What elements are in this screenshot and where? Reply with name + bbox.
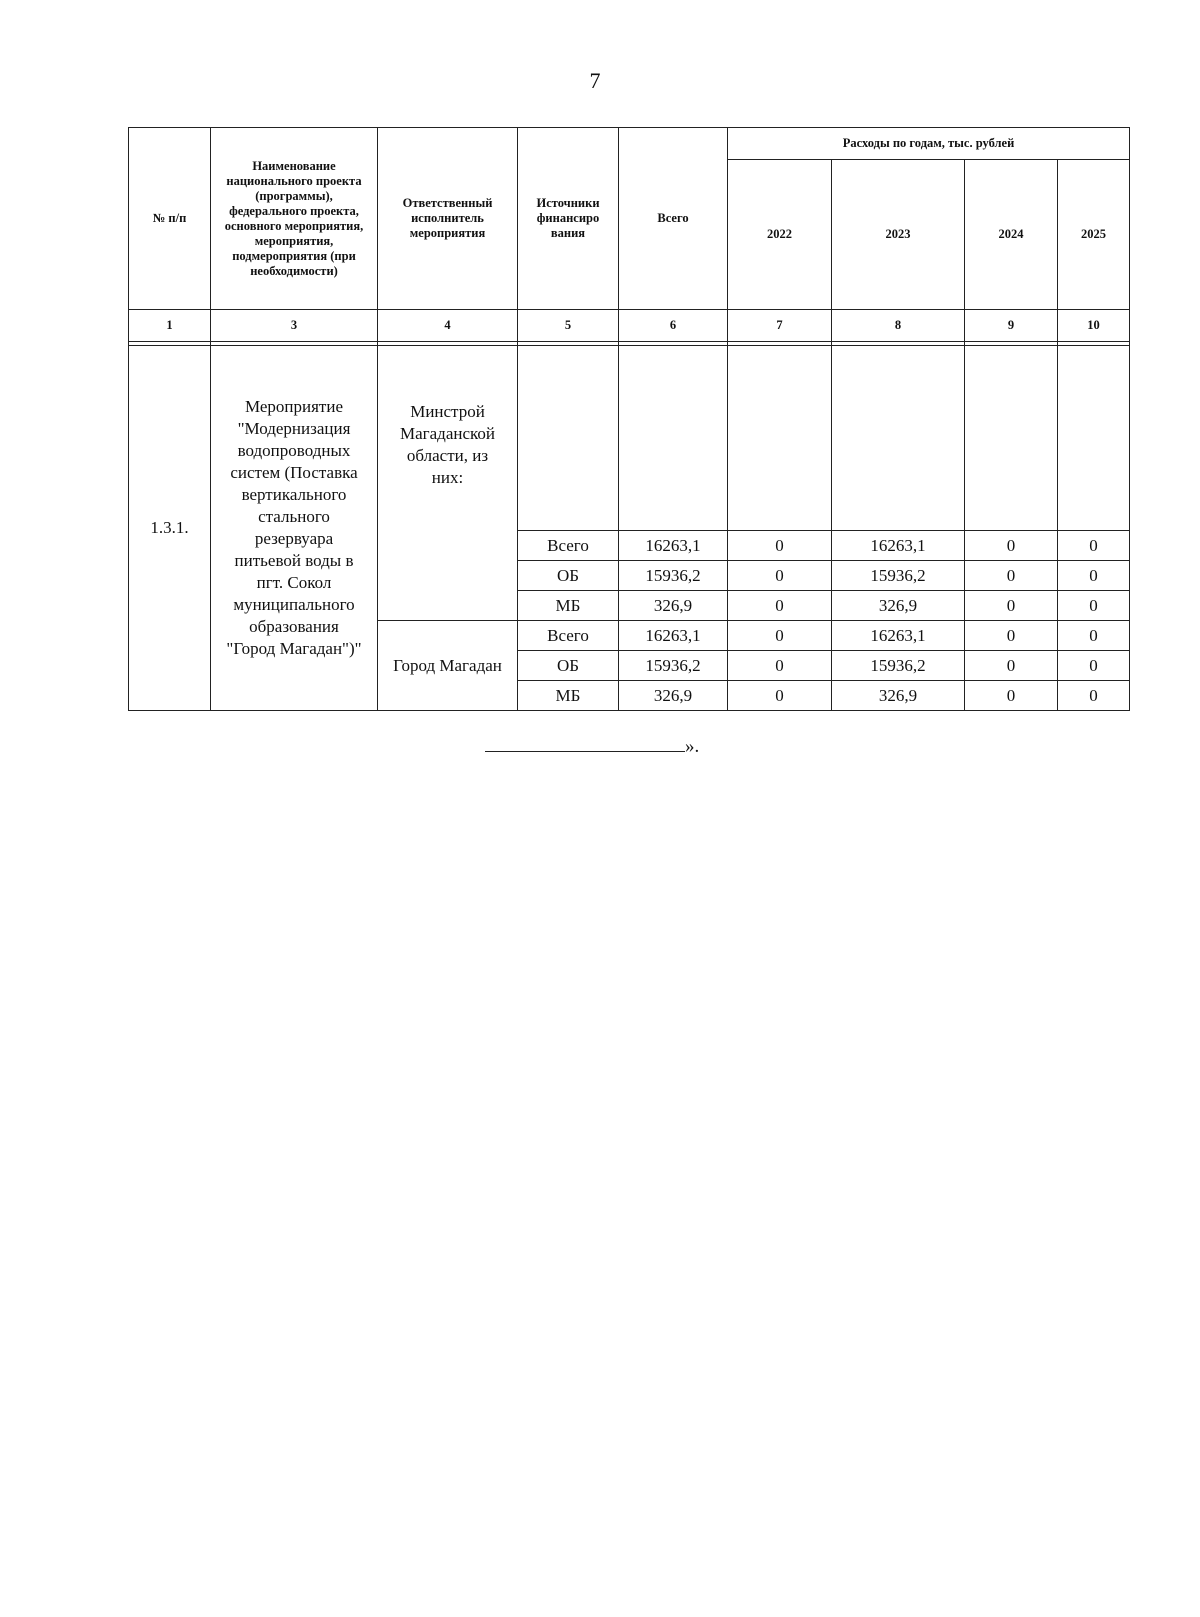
- source-cell: Всего: [518, 531, 619, 561]
- column-number: 8: [832, 310, 965, 342]
- total-cell: 16263,1: [619, 621, 728, 651]
- header-executor: Ответственный исполнитель мероприятия: [378, 128, 518, 310]
- column-number: 3: [211, 310, 378, 342]
- source-cell: МБ: [518, 681, 619, 711]
- year-2023-cell: 15936,2: [832, 561, 965, 591]
- year-2024-cell: 0: [965, 681, 1058, 711]
- column-number: 7: [728, 310, 832, 342]
- total-cell: 326,9: [619, 591, 728, 621]
- column-number: 9: [965, 310, 1058, 342]
- page-number: 7: [589, 68, 601, 93]
- header-name: Наименование национального проекта (программы), федерального проекта, основного мероприятия, мероприятия, подмероприятия (при необходимости): [211, 128, 378, 310]
- header-years-group: Расходы по годам, тыс. рублей: [728, 128, 1130, 160]
- header-num: № п/п: [129, 128, 211, 310]
- header-sources: Источники финансиро вания: [518, 128, 619, 310]
- total-cell: 326,9: [619, 681, 728, 711]
- source-cell: ОБ: [518, 651, 619, 681]
- column-number: 1: [129, 310, 211, 342]
- column-number: 4: [378, 310, 518, 342]
- year-2024-cell: 0: [965, 561, 1058, 591]
- year-2025-cell: 0: [1058, 531, 1130, 561]
- year-2024-cell: 0: [965, 621, 1058, 651]
- total-cell: 16263,1: [619, 531, 728, 561]
- header-year-2023: 2023: [832, 160, 965, 310]
- year-2023-cell: 16263,1: [832, 531, 965, 561]
- item-number: 1.3.1.: [129, 346, 211, 711]
- header-year-2025: 2025: [1058, 160, 1130, 310]
- year-2025-cell: 0: [1058, 621, 1130, 651]
- year-2023-cell: 326,9: [832, 591, 965, 621]
- year-2023-cell: 326,9: [832, 681, 965, 711]
- year-2022-cell: 0: [728, 651, 832, 681]
- source-cell: МБ: [518, 591, 619, 621]
- year-2025-cell: 0: [1058, 561, 1130, 591]
- year-2023-cell: 15936,2: [832, 651, 965, 681]
- year-2022-cell: 0: [728, 621, 832, 651]
- year-2022-cell: 0: [728, 591, 832, 621]
- column-number-row: [129, 310, 1130, 342]
- table-row: [129, 346, 1130, 531]
- year-2022-cell: 0: [728, 681, 832, 711]
- header-year-2024: 2024: [965, 160, 1058, 310]
- signature-rule: [485, 737, 685, 752]
- year-2024-cell: 0: [965, 531, 1058, 561]
- header-total: Всего: [619, 128, 728, 310]
- header-row-top: [129, 128, 1130, 160]
- year-2022-cell: 0: [728, 561, 832, 591]
- total-cell: 15936,2: [619, 561, 728, 591]
- column-number: 5: [518, 310, 619, 342]
- total-cell: 15936,2: [619, 651, 728, 681]
- source-cell: ОБ: [518, 561, 619, 591]
- header-year-2022: 2022: [728, 160, 832, 310]
- closing-line: [485, 736, 699, 758]
- year-2025-cell: 0: [1058, 651, 1130, 681]
- closing-quote: ».: [685, 736, 700, 757]
- year-2024-cell: 0: [965, 651, 1058, 681]
- budget-table: [128, 127, 1130, 711]
- source-cell: Всего: [518, 621, 619, 651]
- year-2025-cell: 0: [1058, 681, 1130, 711]
- year-2024-cell: 0: [965, 591, 1058, 621]
- column-number: 10: [1058, 310, 1130, 342]
- year-2023-cell: 16263,1: [832, 621, 965, 651]
- year-2025-cell: 0: [1058, 591, 1130, 621]
- item-name: Мероприятие "Модернизация водопроводных систем (Поставка вертикального стального резервуара питьевой воды в пгт. Сокол муниципального образования "Город Магадан")": [211, 346, 378, 711]
- column-number: 6: [619, 310, 728, 342]
- year-2022-cell: 0: [728, 531, 832, 561]
- executor-gorod-magadan: Город Магадан: [378, 621, 518, 711]
- executor-minstroy: Минстрой Магаданской области, из них:: [378, 346, 518, 621]
